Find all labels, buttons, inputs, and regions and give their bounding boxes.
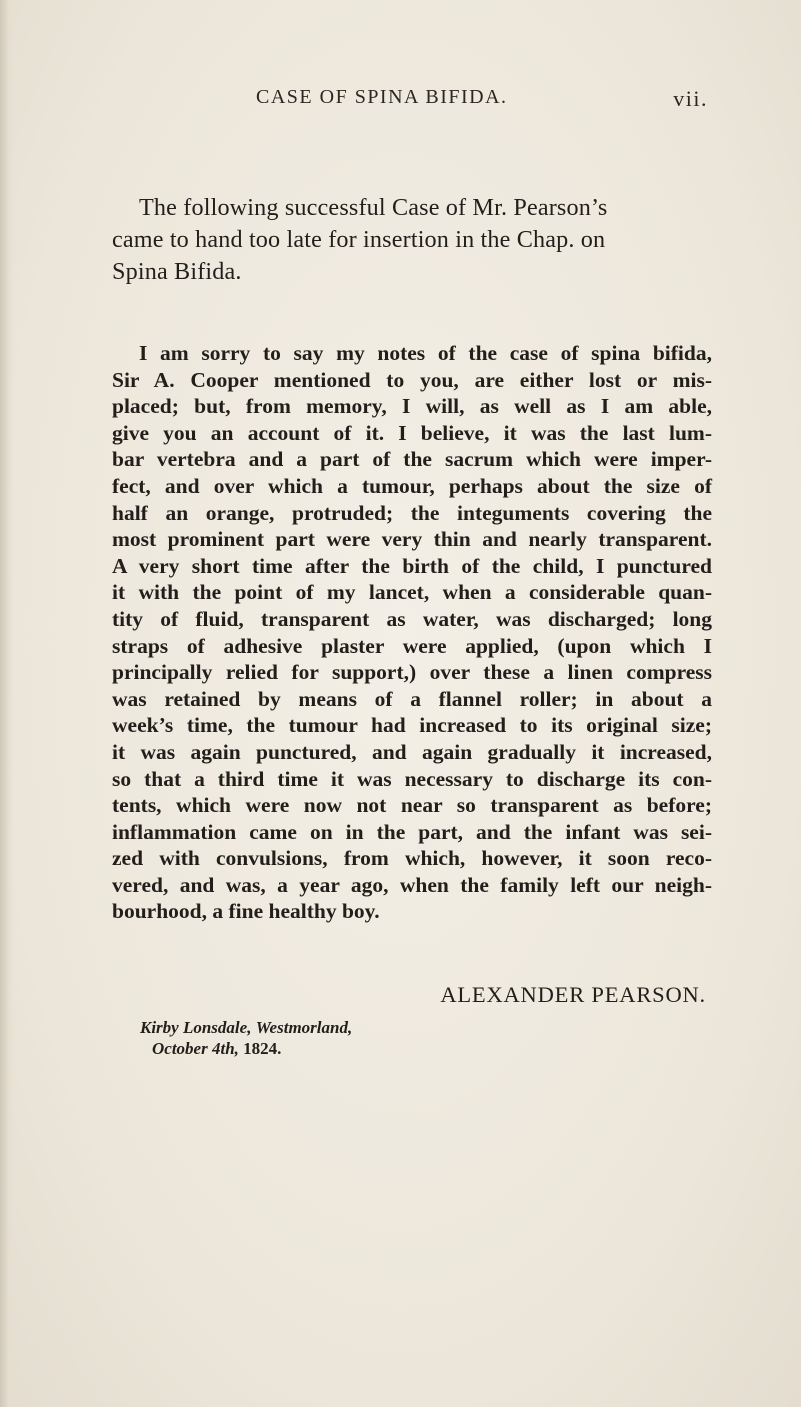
running-head-title: CASE OF SPINA BIFIDA.: [256, 86, 508, 108]
letter-body: [112, 340, 712, 925]
date-year: 1824.: [243, 1039, 282, 1058]
letter-line: bar vertebra and a part of the sacrum which were imper-: [112, 447, 712, 472]
intro-line: came to hand too late for insertion in the Chap. on: [112, 226, 606, 253]
date-line: [140, 1038, 352, 1059]
letter-line: it with the point of my lancet, when a considerable quan-: [112, 580, 712, 605]
letter-line: vered, and was, a year ago, when the family left our neigh-: [112, 872, 712, 897]
letter-line: give you an account of it. I believe, it was the last lum-: [112, 420, 712, 445]
letter-line: Sir A. Cooper mentioned to you, are either lost or mis-: [112, 367, 712, 392]
running-head: [112, 86, 708, 116]
letter-line: I am sorry to say my notes of the case of spina bifida,: [139, 341, 712, 365]
letter-line: fect, and over which a tumour, perhaps about the size of: [112, 473, 712, 498]
date-day: 4th,: [211, 1039, 239, 1058]
binding-edge: [0, 0, 14, 1407]
date-month: October: [152, 1039, 208, 1058]
page-number: vii.: [673, 86, 708, 111]
letter-line: half an orange, protruded; the integuments covering the: [112, 500, 712, 525]
letter-line: placed; but, from memory, I will, as well as I am able,: [112, 394, 712, 419]
place-town: Kirby Lonsdale,: [140, 1018, 252, 1037]
letter-line: week’s time, the tumour had increased to its original size;: [112, 713, 712, 738]
letter-line: tity of fluid, transparent as water, was discharged; long: [112, 606, 712, 631]
intro-paragraph: [112, 192, 712, 288]
letter-line: was retained by means of a flannel roller; in about a: [112, 686, 712, 711]
letter-line: inflammation came on in the part, and the infant was sei-: [112, 819, 712, 844]
letter-line: most prominent part were very thin and nearly transparent.: [112, 527, 712, 552]
letter-line: straps of adhesive plaster were applied, (upon which I: [112, 633, 712, 658]
letter-line: bourhood, a fine healthy boy.: [112, 899, 380, 924]
intro-line: Spina Bifida.: [112, 258, 242, 285]
place-and-date: [140, 1017, 352, 1059]
intro-line: The following successful Case of Mr. Pearson’s: [139, 194, 608, 221]
letter-line: it was again punctured, and again gradually it increased,: [112, 739, 712, 764]
letter-line: A very short time after the birth of the child, I punctured: [112, 553, 712, 578]
letter-line: tents, which were now not near so transparent as before;: [112, 793, 712, 818]
signature: ALEXANDER PEARSON.: [440, 982, 706, 1007]
letter-line: zed with convulsions, from which, however, it soon reco-: [112, 846, 712, 871]
letter-line: principally relied for support,) over these a linen compress: [112, 660, 712, 685]
place-county: Westmorland,: [255, 1018, 353, 1037]
letter-line: so that a third time it was necessary to discharge its con-: [112, 766, 712, 791]
